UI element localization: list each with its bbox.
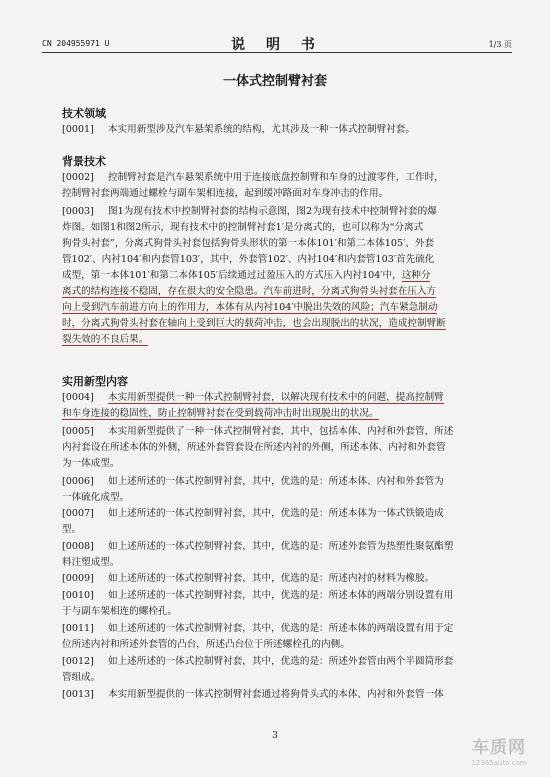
paragraph-number: [0001] xyxy=(62,124,94,135)
paragraph-0009 xyxy=(62,571,512,587)
paragraph-number: [0011] xyxy=(62,623,94,634)
paragraph-number: [0010] xyxy=(62,590,94,601)
paragraph-0001 xyxy=(62,122,512,138)
underlined-text: 这种分 xyxy=(401,270,431,281)
paragraph-line: 成型，第一本体101′和第二本体105′后续通过过盈压入的方式压入内衬104′中， xyxy=(62,270,402,281)
watermark-logo: 车质网 xyxy=(472,738,526,758)
paragraph-line: 控制臂衬套两端通过螺栓与副车架相连接，起到缓冲路面对车身冲击的作用。 xyxy=(62,188,389,199)
paragraph-0006 xyxy=(62,474,512,506)
paragraph-0004 xyxy=(62,390,512,422)
document-title: 一体式控制臂衬套 xyxy=(222,74,327,89)
document-type: 说 明 书 xyxy=(231,37,323,53)
paragraph-0007 xyxy=(62,506,512,538)
section-heading-field: 技术领域 xyxy=(62,107,106,120)
paragraph-line: 型。 xyxy=(62,524,82,535)
paragraph-line: 图1为现有技术中控制臂衬套的结构示意图，图2为现有技术中控制臂衬套的爆 xyxy=(108,206,437,217)
paragraph-line: 炸图。如图1和图2所示，现有技术中的控制臂衬套1′是分离式的，也可以称为“分离式 xyxy=(62,222,424,233)
paragraph-number: [0002] xyxy=(62,172,94,183)
paragraph-number: [0012] xyxy=(62,656,94,667)
paragraph-line: 位所述内衬和所述外套管的凸台，所述凸台位于所述螺栓孔的内侧。 xyxy=(62,639,350,650)
paragraph-line: 本实用新型提供了一种一体式控制臂衬套，其中，包括本体、内衬和外套管，所述 xyxy=(108,426,454,437)
section-heading-content: 实用新型内容 xyxy=(62,375,128,388)
paragraph-line: 本实用新型涉及汽车悬架系统的结构，尤其涉及一种一体式控制臂衬套。 xyxy=(108,124,415,135)
page-indicator: 1/3 页 xyxy=(488,40,512,49)
paragraph-line: 本实用新型提供的一体式控制臂衬套通过将狗骨头式的本体、内衬和外套管一体 xyxy=(108,689,444,700)
paragraph-number: [0004] xyxy=(62,392,94,403)
paragraph-0008 xyxy=(62,539,512,571)
paragraph-line: 管102′、内衬104′和内套管103′，其中，外套管102′、内衬104′和内套管103′首先硫化 xyxy=(62,254,435,265)
watermark-url: 12365auto.com xyxy=(471,759,527,767)
paragraph-line: 如上述所述的一体式控制臂衬套，其中，优选的是：所述本体的两端分别设置有用 xyxy=(108,590,454,601)
paragraph-line: 如上述所述的一体式控制臂衬套，其中，优选的是：所述内衬的材料为橡胶。 xyxy=(108,573,435,584)
publication-number: CN 204955971 U xyxy=(42,39,110,48)
paragraph-number: [0007] xyxy=(62,508,94,519)
underlined-text: 离式的结构连接不稳固，存在很大的安全隐患。汽车前进时，分离式狗骨头衬套在压入方 xyxy=(62,286,437,297)
paragraph-line: 一体硫化成型。 xyxy=(62,492,130,503)
paragraph-number: [0003] xyxy=(62,206,94,217)
paragraph-line: 如上述所述的一体式控制臂衬套，其中，优选的是：所述本体为一体式铁锻造成 xyxy=(108,508,444,519)
paragraph-0012 xyxy=(62,654,512,686)
paragraph-0002 xyxy=(62,170,512,202)
underlined-text: 和车身连接的稳固性，防止控制臂衬套在受到载荷冲击时出现脱出的状况。 xyxy=(62,408,379,419)
paragraph-line: 内衬套设在所述本体的外侧，所述外套管套设在所述内衬的外侧，所述本体、内衬和外套管 xyxy=(62,442,446,453)
section-heading-background: 背景技术 xyxy=(62,155,106,168)
paragraph-number: [0005] xyxy=(62,426,94,437)
paragraph-0013 xyxy=(62,687,512,703)
paragraph-number: [0009] xyxy=(62,573,94,584)
paragraph-0010 xyxy=(62,588,512,620)
paragraph-0003 xyxy=(62,204,512,348)
paragraph-line: 狗骨头衬套”，分离式狗骨头衬套包括狗骨头形状的第一本体101′和第二本体105′、外套 xyxy=(62,238,435,249)
paragraph-line: 为一体成型。 xyxy=(62,458,120,469)
underlined-text: 向上受到汽车前进方向上的作用力，本体有从内衬104′中脱出失效的风险；汽车紧急制动 xyxy=(62,302,438,313)
underlined-text: 裂失效的不良后果。 xyxy=(62,334,149,345)
paragraph-line: 料注塑成型。 xyxy=(62,557,120,568)
underlined-text: 本实用新型提供一种一体式控制臂衬套，以解决现有技术中的问题，提高控制臂 xyxy=(108,392,444,403)
paragraph-line: 于与副车架相连的螺栓孔。 xyxy=(62,606,178,617)
paragraph-number: [0008] xyxy=(62,541,94,552)
paragraph-line: 如上述所述的一体式控制臂衬套，其中，优选的是：所述外套管为热塑性聚氨酯塑 xyxy=(108,541,454,552)
paragraph-line: 如上述所述的一体式控制臂衬套，其中，优选的是：所述本体、内衬和外套管为 xyxy=(108,476,444,487)
underlined-text: 时，分离式狗骨头衬套在轴向上受到巨大的载荷冲击，也会出现脱出的状况，造成控制臂断 xyxy=(62,318,446,329)
paragraph-number: [0006] xyxy=(62,476,94,487)
paragraph-0005 xyxy=(62,424,512,472)
paragraph-line: 控制臂衬套是汽车悬架系统中用于连接底盘控制臂和车身的过渡零件，工作时， xyxy=(108,172,444,183)
paragraph-0011 xyxy=(62,621,512,653)
paragraph-number: [0013] xyxy=(62,689,94,700)
page-header xyxy=(42,34,512,53)
paragraph-line: 管组成。 xyxy=(62,672,101,683)
watermark xyxy=(458,738,540,772)
page-number: 3 xyxy=(272,731,278,741)
paragraph-line: 如上述所述的一体式控制臂衬套，其中，优选的是：所述外套管由两个半圆筒形套 xyxy=(108,656,454,667)
paragraph-line: 如上述所述的一体式控制臂衬套，其中，优选的是：所述本体的两端设置有用于定 xyxy=(108,623,454,634)
